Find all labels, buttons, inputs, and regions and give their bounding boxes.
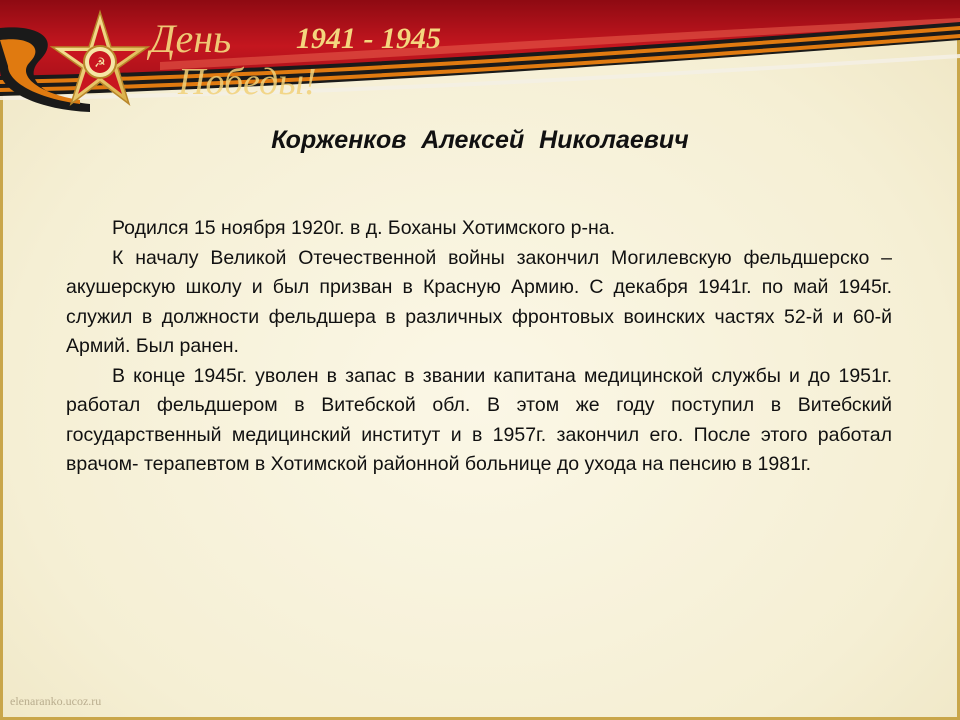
bio-paragraph-career: В конце 1945г. уволен в запас в звании капитана медицинской службы и до 1951г. работал фельдшером в Витебской обл. В этом же году поступил в Витебский государственный медицинский институт и в 1957г. закончил его. После этого работал врачом- терапевтом в Хотимской районной больнице до ухода на пенсию в 1981г.: [66, 364, 892, 475]
site-watermark: elenaranko.ucoz.ru: [10, 694, 102, 708]
bio-paragraph-birth: Родился 15 ноября 1920г. в д. Боханы Хотимского р-на.: [112, 217, 616, 239]
biography-text: [66, 214, 892, 480]
banner-pobedy-text: Победы!: [178, 61, 317, 103]
banner-den-text: День: [150, 16, 232, 61]
bio-paragraph-war: К началу Великой Отечественной войны закончил Могилевскую фельдшерско –акушерскую школу и был призван в Красную Армию. С декабря 1941г. по май 1945г. служил в должности фельдшера в различных фронтовых воинских частях 52-й и 60-й Армий. Был ранен.: [66, 246, 892, 357]
victory-day-banner: [0, 0, 960, 120]
banner-years-text: 1941 - 1945: [296, 22, 441, 55]
svg-text:☭: ☭: [94, 56, 106, 71]
person-name-title: Корженков Алексей Николаевич: [271, 126, 689, 154]
